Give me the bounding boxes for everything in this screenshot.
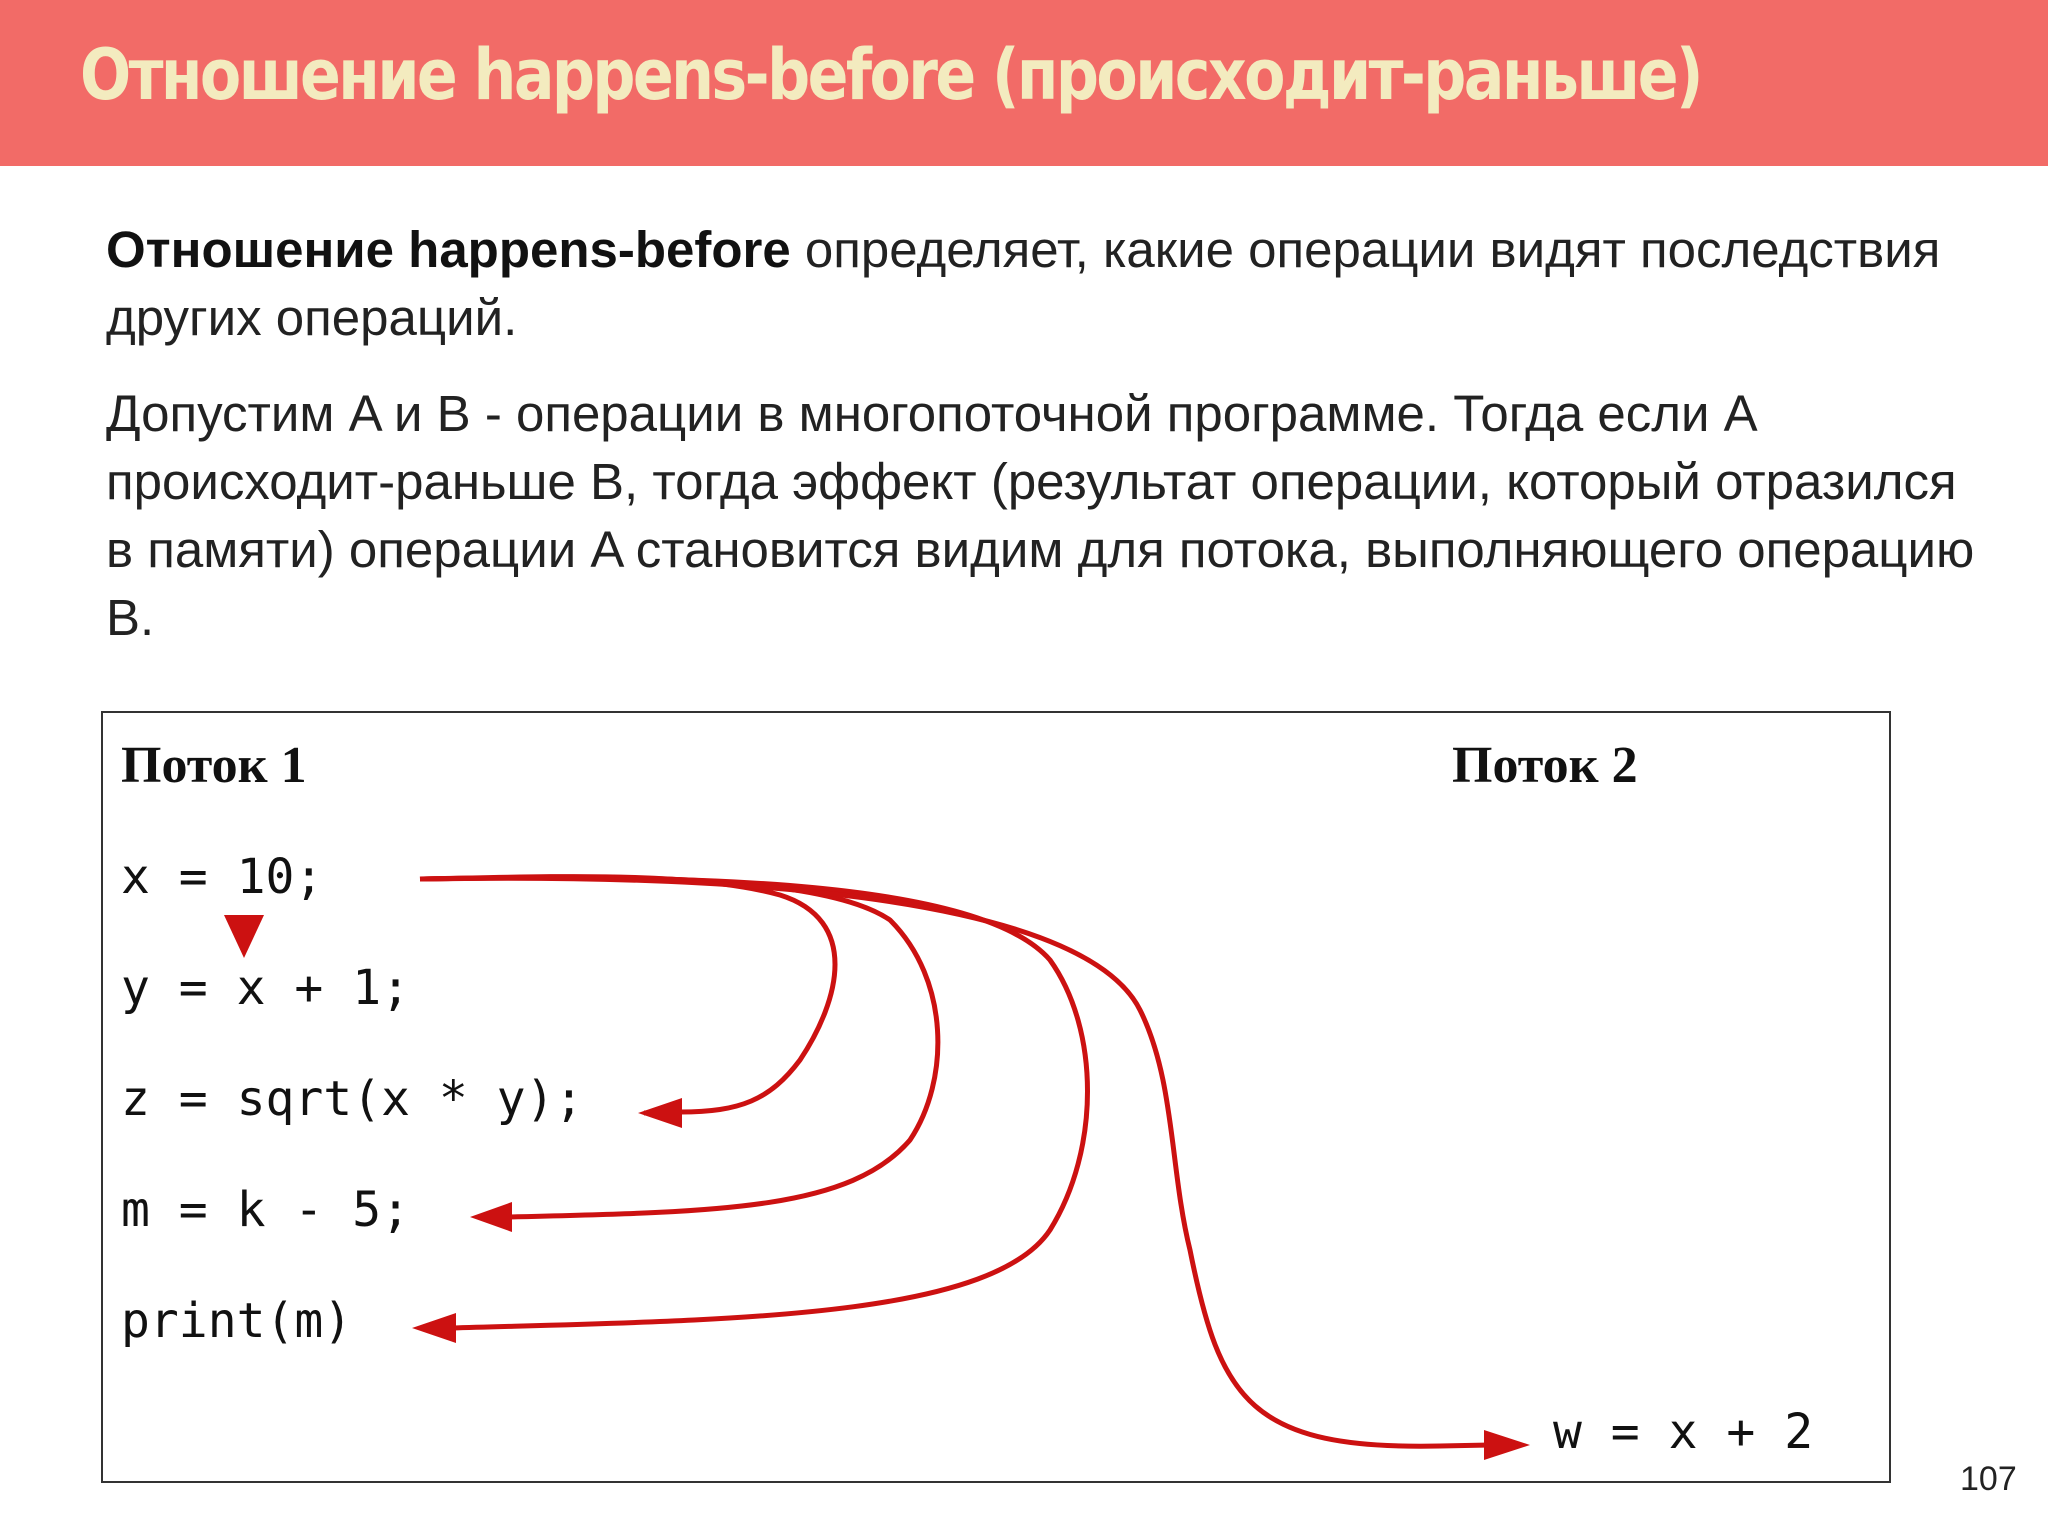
thread1-line-3: z = sqrt(x * y); xyxy=(121,1071,584,1127)
arrow-to-m xyxy=(420,877,938,1217)
definition-term: Отношение happens-before xyxy=(106,221,791,278)
arrow-to-w xyxy=(420,878,1490,1446)
arrowhead-w xyxy=(1484,1430,1530,1460)
slide-title: Отношение happens-before (происходит-раньше) xyxy=(80,34,1701,116)
thread1-line-1: x = 10; xyxy=(121,849,324,905)
explanation-paragraph: Допустим A и B - операции в многопоточной программе. Тогда если A происходит-раньше B, тогда эффект (результат операции, который отразился в памяти) операции A становится видим для потока, выполняющего операцию B. xyxy=(106,385,1975,646)
arrowhead-z xyxy=(638,1098,682,1128)
thread1-line-2: y = x + 1; xyxy=(121,960,410,1016)
arrowhead-print xyxy=(412,1313,456,1343)
thread2-line-1: w = x + 2 xyxy=(1553,1404,1814,1460)
page-number: 107 xyxy=(1960,1460,2017,1498)
thread1-label: Поток 1 xyxy=(121,737,307,794)
thread2-label: Поток 2 xyxy=(1452,737,1638,794)
arrow-to-print xyxy=(420,878,1088,1328)
thread1-line-4: m = k - 5; xyxy=(121,1182,410,1238)
program-order-arrow xyxy=(224,915,264,958)
definition-text: определяет, какие операции видят последствия других операций. xyxy=(106,221,1941,346)
arrowhead-m xyxy=(470,1202,512,1232)
arrow-to-z xyxy=(420,877,835,1113)
thread1-line-5: print(m) xyxy=(121,1293,353,1349)
